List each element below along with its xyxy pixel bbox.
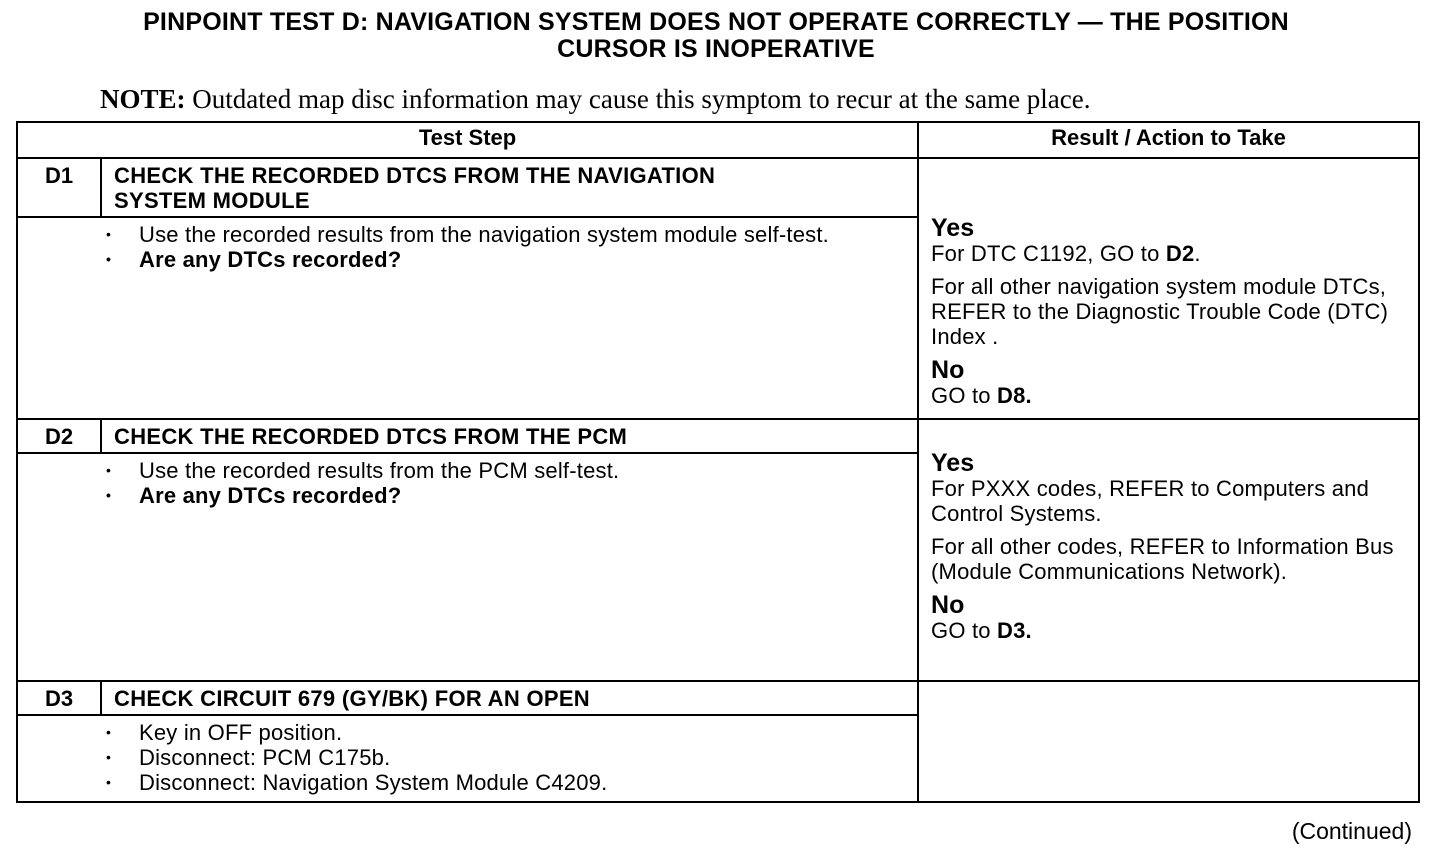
continued-label: (Continued) xyxy=(1291,818,1412,844)
list-item: • Are any DTCs recorded? xyxy=(106,483,402,508)
list-item: • Key in OFF position. xyxy=(106,720,343,745)
no-action-text: GO to xyxy=(931,618,998,643)
note-label: NOTE: xyxy=(100,84,186,114)
step-ref: D2 xyxy=(1165,241,1195,266)
step-bullet-list xyxy=(102,222,907,272)
title-line-2: CURSOR IS INOPERATIVE xyxy=(557,35,875,63)
step-body xyxy=(17,715,918,802)
step-id: D3 xyxy=(17,681,101,715)
step-d1-heading-row xyxy=(17,158,1419,217)
page-title xyxy=(0,9,1432,63)
step-heading-line: CHECK CIRCUIT 679 (GY/BK) FOR AN OPEN xyxy=(114,686,590,711)
step-heading xyxy=(101,419,918,453)
step-bullet-list xyxy=(102,458,907,508)
step-heading xyxy=(101,158,918,217)
list-item-text: Are any DTCs recorded? xyxy=(139,247,402,272)
yes-action-text: For DTC C1192, GO to xyxy=(931,241,1166,266)
yes-action xyxy=(931,241,1408,266)
header-result: Result / Action to Take xyxy=(918,122,1419,158)
list-item-text: Disconnect: Navigation System Module C4209. xyxy=(139,770,608,795)
header-test-step: Test Step xyxy=(17,122,918,158)
step-id: D2 xyxy=(17,419,101,453)
yes-action: For PXXX codes, REFER to Computers and Control Systems. xyxy=(931,476,1370,526)
step-bullet-list xyxy=(102,720,907,795)
step-id: D1 xyxy=(17,158,101,217)
list-item-text: Are any DTCs recorded? xyxy=(139,483,402,508)
no-label: No xyxy=(931,356,965,384)
list-item: • Use the recorded results from the PCM self-test. xyxy=(106,458,620,483)
yes-label: Yes xyxy=(931,214,975,242)
no-action xyxy=(931,618,1408,643)
step-d3-result xyxy=(918,681,1419,802)
step-d1-result xyxy=(918,158,1419,419)
no-action-text: GO to xyxy=(931,383,998,408)
yes-action-alt: For all other navigation system module DTCs, REFER to the Diagnostic Trouble Code (DTC) Index . xyxy=(931,274,1389,349)
table-header-row xyxy=(17,122,1419,158)
yes-label: Yes xyxy=(931,449,975,477)
no-action xyxy=(931,383,1408,408)
period: . xyxy=(1025,618,1032,643)
note-text: Outdated map disc information may cause this symptom to recur at the same place. xyxy=(185,84,1091,114)
list-item-text: Disconnect: PCM C175b. xyxy=(139,745,391,770)
list-item: • Are any DTCs recorded? xyxy=(106,247,402,272)
note xyxy=(100,83,1400,115)
step-ref: D8 xyxy=(997,383,1026,408)
list-item: • Disconnect: Navigation System Module C4209. xyxy=(106,770,608,795)
step-d3-heading-row xyxy=(17,681,1419,715)
no-label: No xyxy=(931,591,965,619)
step-d2-result xyxy=(918,419,1419,681)
pinpoint-test-table xyxy=(16,121,1420,803)
step-heading-line: CHECK THE RECORDED DTCS FROM THE PCM xyxy=(114,424,628,449)
list-item: • Use the recorded results from the navigation system module self-test. xyxy=(106,222,829,247)
step-heading-line: CHECK THE RECORDED DTCS FROM THE NAVIGATION xyxy=(114,163,716,188)
step-ref: D3 xyxy=(997,618,1026,643)
list-item: • Disconnect: PCM C175b. xyxy=(106,745,391,770)
step-heading xyxy=(101,681,918,715)
step-body xyxy=(17,217,918,419)
title-line-1: PINPOINT TEST D: NAVIGATION SYSTEM DOES NOT OPERATE CORRECTLY — THE POSITION xyxy=(143,8,1289,36)
step-d2-heading-row xyxy=(17,419,1419,453)
list-item-text: Key in OFF position. xyxy=(139,720,343,745)
list-item-text: Use the recorded results from the navigation system module self-test. xyxy=(139,222,829,247)
step-body xyxy=(17,453,918,681)
period: . xyxy=(1025,383,1032,408)
period: . xyxy=(1194,241,1201,266)
list-item-text: Use the recorded results from the PCM self-test. xyxy=(139,458,620,483)
step-heading-line: SYSTEM MODULE xyxy=(114,188,310,213)
yes-action-alt: For all other codes, REFER to Information Bus (Module Communications Network). xyxy=(931,534,1394,584)
